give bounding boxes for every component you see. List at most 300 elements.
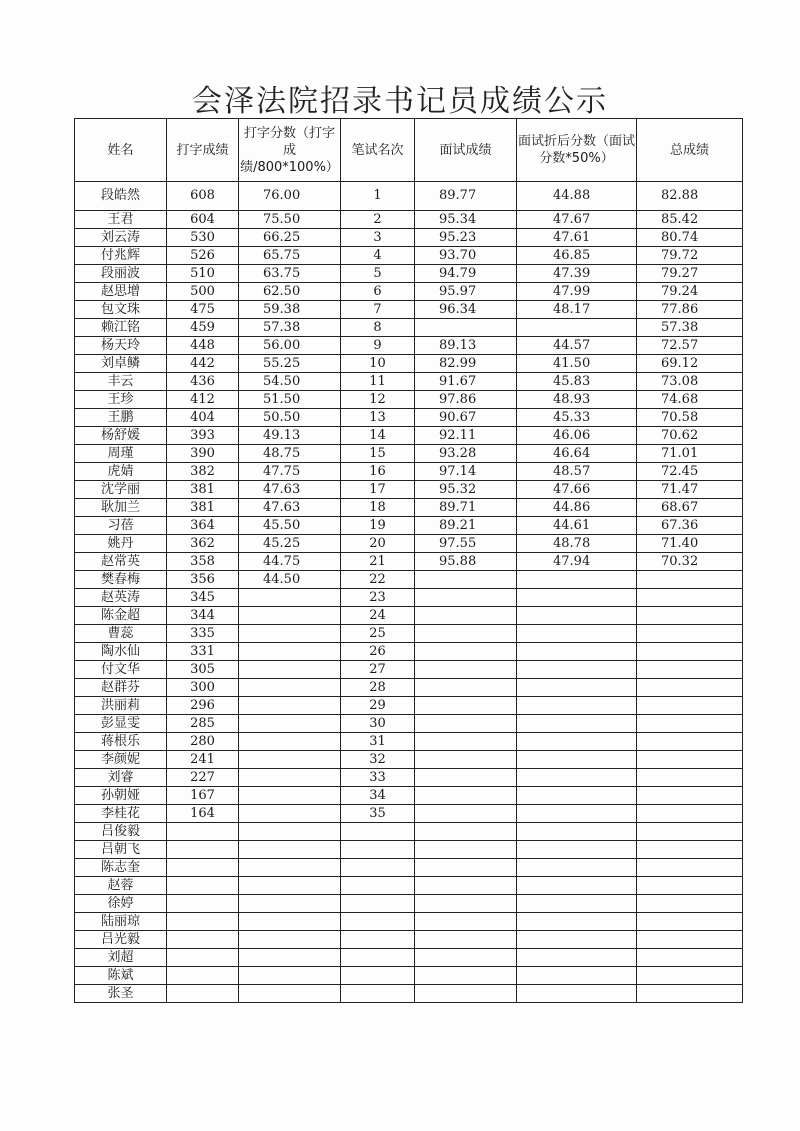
cell-written-rank: 13 — [341, 409, 415, 427]
cell-interview-score — [415, 571, 517, 589]
cell-typing-points: 45.50 — [239, 517, 341, 535]
cell-interview-points: 44.88 — [517, 182, 637, 211]
cell-typing-score: 164 — [167, 805, 239, 823]
table-row — [75, 229, 743, 247]
cell-interview-score — [415, 787, 517, 805]
cell-interview-points: 41.50 — [517, 355, 637, 373]
cell-written-rank: 34 — [341, 787, 415, 805]
cell-total — [637, 643, 743, 661]
cell-typing-points: 75.50 — [239, 211, 341, 229]
cell-typing-points: 47.63 — [239, 481, 341, 499]
cell-interview-score — [415, 679, 517, 697]
cell-interview-score — [415, 697, 517, 715]
cell-written-rank: 2 — [341, 211, 415, 229]
cell-written-rank: 12 — [341, 391, 415, 409]
cell-interview-score: 95.23 — [415, 229, 517, 247]
cell-interview-points — [517, 913, 637, 931]
cell-interview-points: 46.85 — [517, 247, 637, 265]
cell-typing-score: 300 — [167, 679, 239, 697]
cell-total — [637, 589, 743, 607]
cell-typing-points — [239, 751, 341, 769]
cell-written-rank: 18 — [341, 499, 415, 517]
cell-written-rank: 4 — [341, 247, 415, 265]
cell-typing-points — [239, 805, 341, 823]
cell-typing-score: 393 — [167, 427, 239, 445]
cell-interview-points — [517, 787, 637, 805]
cell-interview-points — [517, 679, 637, 697]
cell-total: 70.58 — [637, 409, 743, 427]
cell-interview-score: 97.55 — [415, 535, 517, 553]
cell-written-rank — [341, 859, 415, 877]
cell-interview-score: 97.86 — [415, 391, 517, 409]
cell-written-rank: 22 — [341, 571, 415, 589]
cell-name: 吕朝飞 — [75, 841, 167, 859]
cell-interview-points — [517, 805, 637, 823]
cell-interview-score — [415, 643, 517, 661]
cell-typing-points: 47.75 — [239, 463, 341, 481]
cell-typing-score: 335 — [167, 625, 239, 643]
cell-typing-points: 63.75 — [239, 265, 341, 283]
cell-total: 69.12 — [637, 355, 743, 373]
cell-interview-points — [517, 607, 637, 625]
cell-typing-points — [239, 643, 341, 661]
cell-interview-points: 47.61 — [517, 229, 637, 247]
cell-typing-points: 44.75 — [239, 553, 341, 571]
cell-name: 吕俊毅 — [75, 823, 167, 841]
cell-total — [637, 877, 743, 895]
cell-name: 习蓓 — [75, 517, 167, 535]
cell-written-rank — [341, 877, 415, 895]
cell-name: 刘超 — [75, 949, 167, 967]
cell-interview-points — [517, 697, 637, 715]
cell-total: 72.45 — [637, 463, 743, 481]
cell-interview-score: 94.79 — [415, 265, 517, 283]
cell-typing-points — [239, 985, 341, 1003]
cell-typing-score: 356 — [167, 571, 239, 589]
cell-typing-points — [239, 769, 341, 787]
cell-interview-points — [517, 571, 637, 589]
table-row — [75, 553, 743, 571]
cell-typing-points: 47.63 — [239, 499, 341, 517]
cell-interview-score: 89.13 — [415, 337, 517, 355]
cell-total — [637, 697, 743, 715]
cell-typing-points: 76.00 — [239, 182, 341, 211]
cell-interview-score — [415, 823, 517, 841]
cell-interview-points — [517, 895, 637, 913]
table-row — [75, 985, 743, 1003]
table-row — [75, 373, 743, 391]
cell-typing-points — [239, 661, 341, 679]
scores-table — [74, 118, 743, 1003]
cell-typing-points: 50.50 — [239, 409, 341, 427]
cell-typing-points — [239, 931, 341, 949]
cell-interview-score: 95.32 — [415, 481, 517, 499]
cell-interview-points: 47.39 — [517, 265, 637, 283]
cell-interview-points — [517, 643, 637, 661]
cell-total: 82.88 — [637, 182, 743, 211]
cell-typing-points — [239, 877, 341, 895]
cell-total — [637, 715, 743, 733]
cell-name: 虎婧 — [75, 463, 167, 481]
cell-total: 71.47 — [637, 481, 743, 499]
table-row — [75, 787, 743, 805]
cell-typing-points — [239, 787, 341, 805]
cell-interview-points: 47.94 — [517, 553, 637, 571]
cell-interview-score: 97.14 — [415, 463, 517, 481]
cell-typing-points — [239, 733, 341, 751]
cell-interview-points: 44.61 — [517, 517, 637, 535]
table-row — [75, 805, 743, 823]
cell-written-rank: 31 — [341, 733, 415, 751]
cell-name: 王君 — [75, 211, 167, 229]
cell-interview-points — [517, 733, 637, 751]
cell-name: 吕光毅 — [75, 931, 167, 949]
cell-interview-score: 93.70 — [415, 247, 517, 265]
cell-typing-points: 54.50 — [239, 373, 341, 391]
cell-written-rank: 21 — [341, 553, 415, 571]
table-row — [75, 895, 743, 913]
cell-total: 80.74 — [637, 229, 743, 247]
table-row — [75, 733, 743, 751]
cell-name: 周瑾 — [75, 445, 167, 463]
cell-interview-points: 48.93 — [517, 391, 637, 409]
cell-typing-points: 48.75 — [239, 445, 341, 463]
cell-total — [637, 787, 743, 805]
cell-name: 赵英涛 — [75, 589, 167, 607]
cell-typing-score: 448 — [167, 337, 239, 355]
cell-name: 刘卓鳞 — [75, 355, 167, 373]
cell-interview-points: 48.57 — [517, 463, 637, 481]
cell-written-rank: 15 — [341, 445, 415, 463]
cell-total — [637, 913, 743, 931]
cell-interview-score — [415, 661, 517, 679]
cell-total — [637, 805, 743, 823]
cell-typing-score — [167, 949, 239, 967]
cell-typing-score: 412 — [167, 391, 239, 409]
cell-written-rank: 6 — [341, 283, 415, 301]
cell-typing-score: 227 — [167, 769, 239, 787]
cell-typing-score — [167, 895, 239, 913]
cell-typing-score — [167, 931, 239, 949]
cell-total — [637, 769, 743, 787]
cell-name: 曹蕊 — [75, 625, 167, 643]
cell-total — [637, 985, 743, 1003]
table-body — [75, 182, 743, 1003]
table-row — [75, 571, 743, 589]
cell-written-rank: 3 — [341, 229, 415, 247]
cell-total: 73.08 — [637, 373, 743, 391]
cell-typing-score — [167, 859, 239, 877]
cell-name: 赵常英 — [75, 553, 167, 571]
cell-name: 陈志奎 — [75, 859, 167, 877]
cell-interview-points: 47.67 — [517, 211, 637, 229]
cell-written-rank: 8 — [341, 319, 415, 337]
cell-typing-points — [239, 823, 341, 841]
table-row — [75, 697, 743, 715]
cell-total: 68.67 — [637, 499, 743, 517]
cell-typing-points: 49.13 — [239, 427, 341, 445]
cell-name: 李颜妮 — [75, 751, 167, 769]
cell-interview-points — [517, 715, 637, 733]
cell-total — [637, 949, 743, 967]
cell-total: 57.38 — [637, 319, 743, 337]
cell-interview-score — [415, 589, 517, 607]
cell-total — [637, 571, 743, 589]
cell-typing-score: 436 — [167, 373, 239, 391]
cell-typing-score: 381 — [167, 499, 239, 517]
table-row — [75, 517, 743, 535]
cell-name: 张圣 — [75, 985, 167, 1003]
cell-interview-score: 91.67 — [415, 373, 517, 391]
cell-typing-score: 604 — [167, 211, 239, 229]
cell-interview-points: 47.66 — [517, 481, 637, 499]
cell-interview-score: 90.67 — [415, 409, 517, 427]
cell-typing-points: 66.25 — [239, 229, 341, 247]
cell-typing-points — [239, 679, 341, 697]
table-row — [75, 823, 743, 841]
cell-interview-points — [517, 769, 637, 787]
cell-typing-score: 526 — [167, 247, 239, 265]
cell-total — [637, 823, 743, 841]
cell-name: 陈斌 — [75, 967, 167, 985]
cell-typing-points: 56.00 — [239, 337, 341, 355]
table-row — [75, 715, 743, 733]
cell-interview-points — [517, 985, 637, 1003]
cell-typing-score: 390 — [167, 445, 239, 463]
cell-total — [637, 607, 743, 625]
cell-name: 王鹏 — [75, 409, 167, 427]
cell-total: 77.86 — [637, 301, 743, 319]
cell-written-rank — [341, 913, 415, 931]
cell-typing-score: 167 — [167, 787, 239, 805]
cell-interview-points — [517, 841, 637, 859]
cell-interview-score — [415, 625, 517, 643]
cell-interview-score — [415, 895, 517, 913]
cell-interview-score — [415, 751, 517, 769]
cell-written-rank: 1 — [341, 182, 415, 211]
cell-written-rank: 33 — [341, 769, 415, 787]
cell-typing-score: 510 — [167, 265, 239, 283]
cell-written-rank: 11 — [341, 373, 415, 391]
cell-interview-points: 48.78 — [517, 535, 637, 553]
cell-typing-score: 362 — [167, 535, 239, 553]
cell-typing-score — [167, 913, 239, 931]
cell-interview-points — [517, 751, 637, 769]
cell-name: 段丽波 — [75, 265, 167, 283]
table-row — [75, 319, 743, 337]
cell-written-rank: 14 — [341, 427, 415, 445]
cell-written-rank — [341, 931, 415, 949]
cell-typing-score: 331 — [167, 643, 239, 661]
cell-name: 付兆辉 — [75, 247, 167, 265]
cell-typing-points — [239, 967, 341, 985]
cell-interview-points: 44.86 — [517, 499, 637, 517]
cell-total — [637, 679, 743, 697]
cell-interview-score — [415, 319, 517, 337]
table-row — [75, 967, 743, 985]
cell-interview-points — [517, 823, 637, 841]
cell-typing-score: 442 — [167, 355, 239, 373]
cell-total: 71.01 — [637, 445, 743, 463]
cell-name: 耿加兰 — [75, 499, 167, 517]
cell-total: 67.36 — [637, 517, 743, 535]
table-row — [75, 265, 743, 283]
cell-interview-score — [415, 607, 517, 625]
cell-interview-points: 45.33 — [517, 409, 637, 427]
cell-interview-score — [415, 733, 517, 751]
cell-interview-score — [415, 805, 517, 823]
cell-total — [637, 751, 743, 769]
cell-total — [637, 841, 743, 859]
cell-interview-score: 89.21 — [415, 517, 517, 535]
cell-typing-points: 62.50 — [239, 283, 341, 301]
cell-written-rank: 29 — [341, 697, 415, 715]
cell-name: 赵蓉 — [75, 877, 167, 895]
cell-typing-points — [239, 859, 341, 877]
cell-interview-score: 95.88 — [415, 553, 517, 571]
cell-typing-score: 358 — [167, 553, 239, 571]
table-row — [75, 283, 743, 301]
cell-written-rank: 19 — [341, 517, 415, 535]
cell-total — [637, 661, 743, 679]
cell-interview-points — [517, 931, 637, 949]
header-typing-score: 打字成绩 — [167, 119, 239, 182]
cell-typing-points — [239, 895, 341, 913]
cell-interview-score: 93.28 — [415, 445, 517, 463]
cell-interview-score: 92.11 — [415, 427, 517, 445]
header-name: 姓名 — [75, 119, 167, 182]
table-row — [75, 949, 743, 967]
cell-written-rank: 27 — [341, 661, 415, 679]
cell-typing-points: 44.50 — [239, 571, 341, 589]
cell-interview-points — [517, 877, 637, 895]
cell-interview-score — [415, 859, 517, 877]
cell-typing-score: 382 — [167, 463, 239, 481]
cell-typing-points: 59.38 — [239, 301, 341, 319]
cell-interview-points: 46.64 — [517, 445, 637, 463]
cell-interview-points — [517, 661, 637, 679]
cell-interview-score: 82.99 — [415, 355, 517, 373]
cell-typing-points — [239, 949, 341, 967]
cell-typing-score — [167, 967, 239, 985]
table-row — [75, 182, 743, 211]
cell-total: 74.68 — [637, 391, 743, 409]
cell-name: 蒋根乐 — [75, 733, 167, 751]
cell-total: 72.57 — [637, 337, 743, 355]
cell-typing-score: 285 — [167, 715, 239, 733]
table-row — [75, 643, 743, 661]
table-row — [75, 625, 743, 643]
cell-written-rank: 7 — [341, 301, 415, 319]
table-row — [75, 409, 743, 427]
cell-typing-points — [239, 625, 341, 643]
cell-written-rank: 24 — [341, 607, 415, 625]
cell-typing-score: 280 — [167, 733, 239, 751]
cell-name: 杨天玲 — [75, 337, 167, 355]
cell-written-rank — [341, 985, 415, 1003]
cell-interview-points — [517, 319, 637, 337]
cell-written-rank — [341, 895, 415, 913]
table-row — [75, 589, 743, 607]
table-row — [75, 463, 743, 481]
header-interview-score: 面试成绩 — [415, 119, 517, 182]
cell-typing-score: 459 — [167, 319, 239, 337]
cell-typing-points: 51.50 — [239, 391, 341, 409]
table-row — [75, 607, 743, 625]
cell-interview-score — [415, 985, 517, 1003]
cell-name: 付文华 — [75, 661, 167, 679]
cell-interview-score — [415, 913, 517, 931]
cell-typing-points: 57.38 — [239, 319, 341, 337]
cell-written-rank: 23 — [341, 589, 415, 607]
cell-name: 洪丽莉 — [75, 697, 167, 715]
table-row — [75, 355, 743, 373]
cell-name: 陆丽琼 — [75, 913, 167, 931]
cell-total: 79.72 — [637, 247, 743, 265]
cell-typing-score: 500 — [167, 283, 239, 301]
cell-interview-score: 89.77 — [415, 182, 517, 211]
cell-typing-score: 381 — [167, 481, 239, 499]
table-row — [75, 877, 743, 895]
cell-written-rank — [341, 823, 415, 841]
cell-total — [637, 733, 743, 751]
cell-typing-score: 296 — [167, 697, 239, 715]
cell-name: 赖江铭 — [75, 319, 167, 337]
cell-name: 赵思增 — [75, 283, 167, 301]
cell-interview-score: 95.34 — [415, 211, 517, 229]
cell-name: 陈金超 — [75, 607, 167, 625]
cell-interview-points: 47.99 — [517, 283, 637, 301]
header-typing-points: 打字分数（打字成绩/800*100%） — [239, 119, 341, 182]
table-row — [75, 211, 743, 229]
cell-typing-score: 345 — [167, 589, 239, 607]
table-row — [75, 931, 743, 949]
cell-typing-score: 475 — [167, 301, 239, 319]
table-row — [75, 301, 743, 319]
table-row — [75, 841, 743, 859]
cell-written-rank: 5 — [341, 265, 415, 283]
cell-interview-points — [517, 859, 637, 877]
cell-typing-score: 344 — [167, 607, 239, 625]
cell-written-rank: 25 — [341, 625, 415, 643]
cell-typing-score: 305 — [167, 661, 239, 679]
cell-name: 沈学丽 — [75, 481, 167, 499]
cell-name: 李桂花 — [75, 805, 167, 823]
cell-typing-points — [239, 715, 341, 733]
cell-typing-points — [239, 841, 341, 859]
cell-interview-points: 48.17 — [517, 301, 637, 319]
cell-interview-score: 95.97 — [415, 283, 517, 301]
table-row — [75, 679, 743, 697]
cell-interview-score — [415, 841, 517, 859]
header-written-rank: 笔试名次 — [341, 119, 415, 182]
cell-written-rank: 20 — [341, 535, 415, 553]
table-row — [75, 751, 743, 769]
cell-name: 姚丹 — [75, 535, 167, 553]
table-row — [75, 859, 743, 877]
cell-name: 彭显雯 — [75, 715, 167, 733]
cell-interview-score — [415, 877, 517, 895]
cell-written-rank — [341, 967, 415, 985]
cell-total: 79.27 — [637, 265, 743, 283]
cell-total: 71.40 — [637, 535, 743, 553]
table-row — [75, 481, 743, 499]
table-row — [75, 499, 743, 517]
cell-typing-score: 404 — [167, 409, 239, 427]
page-title: 会泽法院招录书记员成绩公示 — [192, 84, 608, 119]
cell-name: 樊春梅 — [75, 571, 167, 589]
cell-typing-score — [167, 985, 239, 1003]
